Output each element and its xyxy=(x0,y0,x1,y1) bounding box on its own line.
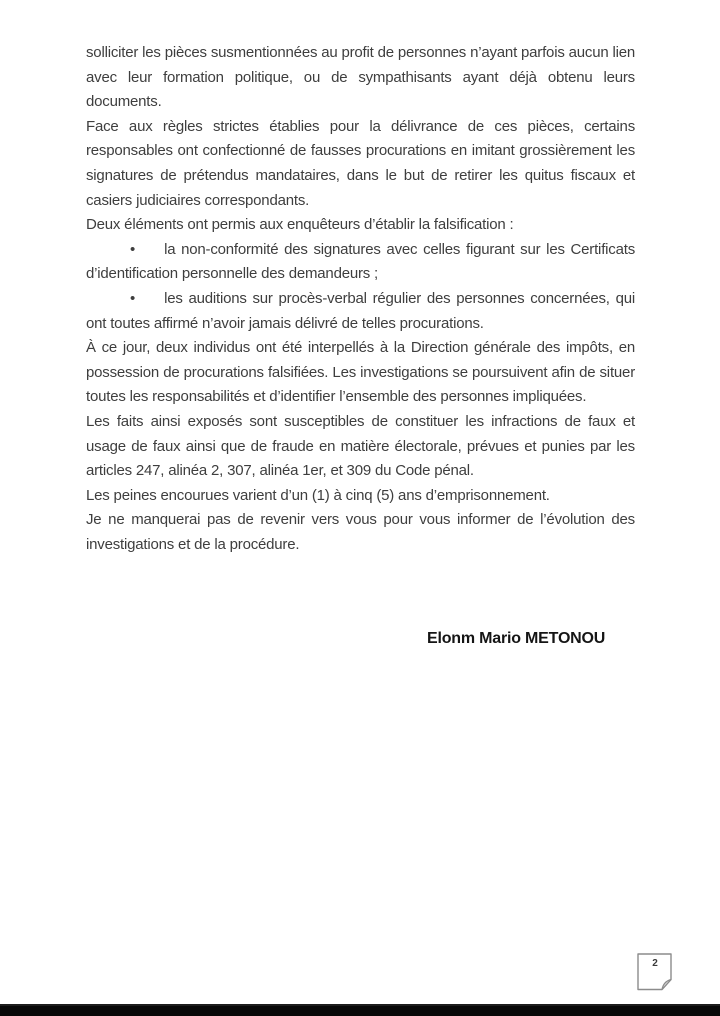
bullet-icon: • xyxy=(130,240,136,258)
bullet-item-1-text: la non-conformité des signatures avec celles figurant sur les Certificats d’identification personnelle des demandeurs ; xyxy=(86,240,635,283)
signature-name: Elonm Mario METONOU xyxy=(427,630,606,648)
bullet-item-2 xyxy=(86,287,635,336)
bullet-item-2-text: les auditions sur procès-verbal régulier des personnes concernées, qui ont toutes affirmé n’avoir jamais délivré de telles procurations. xyxy=(86,289,635,332)
paragraph-conclusion: Je ne manquerai pas de revenir vers vous pour vous informer de l’évolution des investigations et de la procédure. xyxy=(86,511,635,553)
page-number-badge xyxy=(636,952,674,992)
bullet-item-1 xyxy=(86,238,635,287)
paragraph-deux-elements: Deux éléments ont permis aux enquêteurs d’établir la falsification : xyxy=(86,216,514,234)
paragraph-les-peines: Les peines encourues varient d’un (1) à cinq (5) ans d’emprisonnement. xyxy=(86,486,550,504)
paragraph-a-ce-jour: À ce jour, deux individus ont été interpellés à la Direction générale des impôts, en possession de procurations falsifiées. Les investigations se poursuivent afin de situer toutes les responsabilités et d’identifier l’ensemble des personnes impliquées. xyxy=(86,339,635,406)
bottom-black-bar xyxy=(0,1004,720,1016)
page-number: 2 xyxy=(652,958,658,969)
paragraph-intro: solliciter les pièces susmentionnées au profit de personnes n’ayant parfois aucun lien avec leur formation politique, ou de sympathisants ayant déjà obtenu leurs documents. xyxy=(86,44,635,111)
paragraph-les-faits: Les faits ainsi exposés sont susceptibles de constituer les infractions de faux et usage de faux ainsi que de fraude en matière électorale, prévues et punies par les articles 247, alinéa 2, 307, alinéa 1er, et 309 du Code pénal. xyxy=(86,412,635,480)
paragraph-face-aux-regles: Face aux règles strictes établies pour la délivrance de ces pièces, certains responsables ont confectionné de fausses procurations en imitant grossièrement les signatures de prétendus mandataires, dans le but de retirer les quitus fiscaux et casiers judiciaires correspondants. xyxy=(86,117,635,209)
bullet-icon: • xyxy=(130,289,136,307)
document-body xyxy=(86,41,635,652)
